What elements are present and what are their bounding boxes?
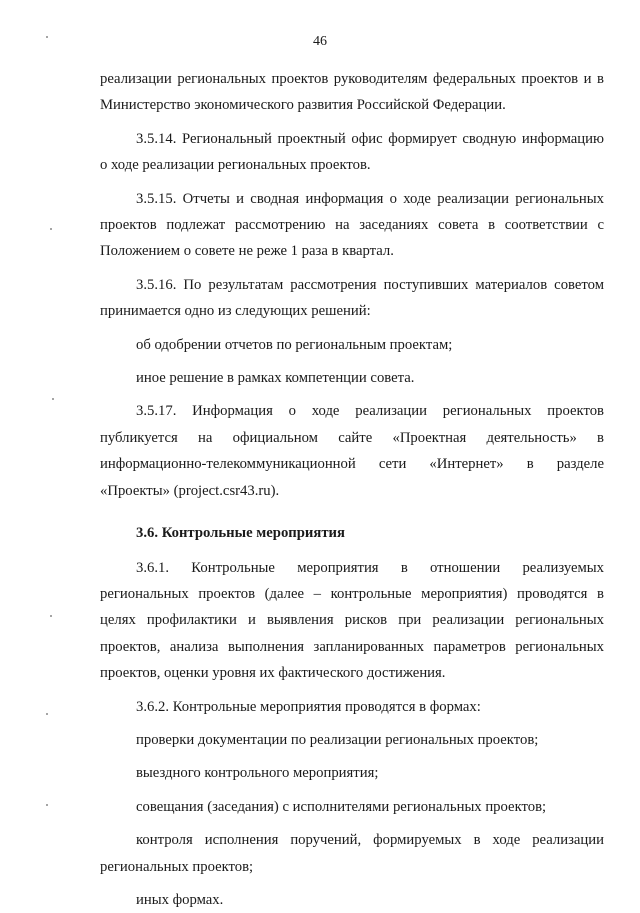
paragraph-3-5-17 [100, 398, 604, 504]
document-body [100, 66, 604, 913]
text-line: информационно-телекоммуникационной сети «Интернет» в разделе [100, 456, 604, 473]
text-line: проектов подлежат рассмотрению на заседаниях совета в соответствии с [100, 217, 604, 234]
paragraph-3-6-2: 3.6.2. Контрольные мероприятия проводятся в формах: [136, 698, 481, 715]
scan-speck [46, 713, 48, 715]
section-heading: 3.6. Контрольные мероприятия [136, 525, 345, 542]
text-line: целях профилактики и выявления рисков при реализации региональных [100, 612, 604, 629]
scan-speck [50, 228, 52, 230]
scan-speck [50, 615, 52, 617]
text-line: публикуется на официальном сайте «Проектная деятельность» в [100, 429, 604, 446]
list-item-instructions-control [100, 827, 604, 880]
list-item-meetings: совещания (заседания) с исполнителями региональных проектов; [136, 798, 547, 815]
text-line: о ходе реализации региональных проектов. [100, 157, 371, 174]
text-line: Министерство экономического развития Российской Федерации. [100, 97, 506, 114]
scan-speck [52, 398, 54, 400]
scan-speck [46, 36, 48, 38]
text-line: региональных проектов; [100, 858, 254, 875]
text-line: принимается одно из следующих решений: [100, 303, 371, 320]
text-line: 3.6.1. Контрольные мероприятия в отношении реализуемых [136, 559, 604, 576]
text-line: 3.5.15. Отчеты и сводная информация о ходе реализации региональных [136, 190, 604, 207]
text-line: 3.5.14. Региональный проектный офис формирует сводную информацию [136, 130, 604, 147]
paragraph-3-5-16 [100, 272, 604, 325]
list-item-field-check: выездного контрольного мероприятия; [136, 765, 379, 782]
paragraph-3-5-15 [100, 186, 604, 265]
list-item-approval: об одобрении отчетов по региональным проектам; [136, 336, 453, 353]
page-number: 46 [313, 34, 327, 49]
text-line: Положением о совете не реже 1 раза в квартал. [100, 243, 394, 260]
list-item-other-forms: иных формах. [136, 891, 224, 908]
paragraph-continuation [100, 66, 604, 119]
text-line: 3.5.16. По результатам рассмотрения поступивших материалов советом [136, 276, 604, 293]
text-line: реализации региональных проектов руководителям федеральных проектов и в [100, 71, 604, 87]
text-line: 3.5.17. Информация о ходе реализации региональных проектов [136, 403, 604, 420]
paragraph-3-5-14 [100, 126, 604, 179]
scan-speck [46, 804, 48, 806]
list-item-document-check: проверки документации по реализации региональных проектов; [136, 731, 539, 748]
list-item-other-decision: иное решение в рамках компетенции совета. [136, 370, 415, 387]
text-line: проектов, анализа выполнения запланированных параметров региональных [100, 638, 604, 655]
text-line: «Проекты» (project.csr43.ru). [100, 482, 280, 499]
paragraph-3-6-1 [100, 555, 604, 687]
text-line: проектов, оценки уровня их фактического достижения. [100, 665, 446, 682]
text-line: контроля исполнения поручений, формируемых в ходе реализации [136, 832, 604, 849]
text-line: региональных проектов (далее – контрольные мероприятия) проводятся в [100, 585, 604, 602]
